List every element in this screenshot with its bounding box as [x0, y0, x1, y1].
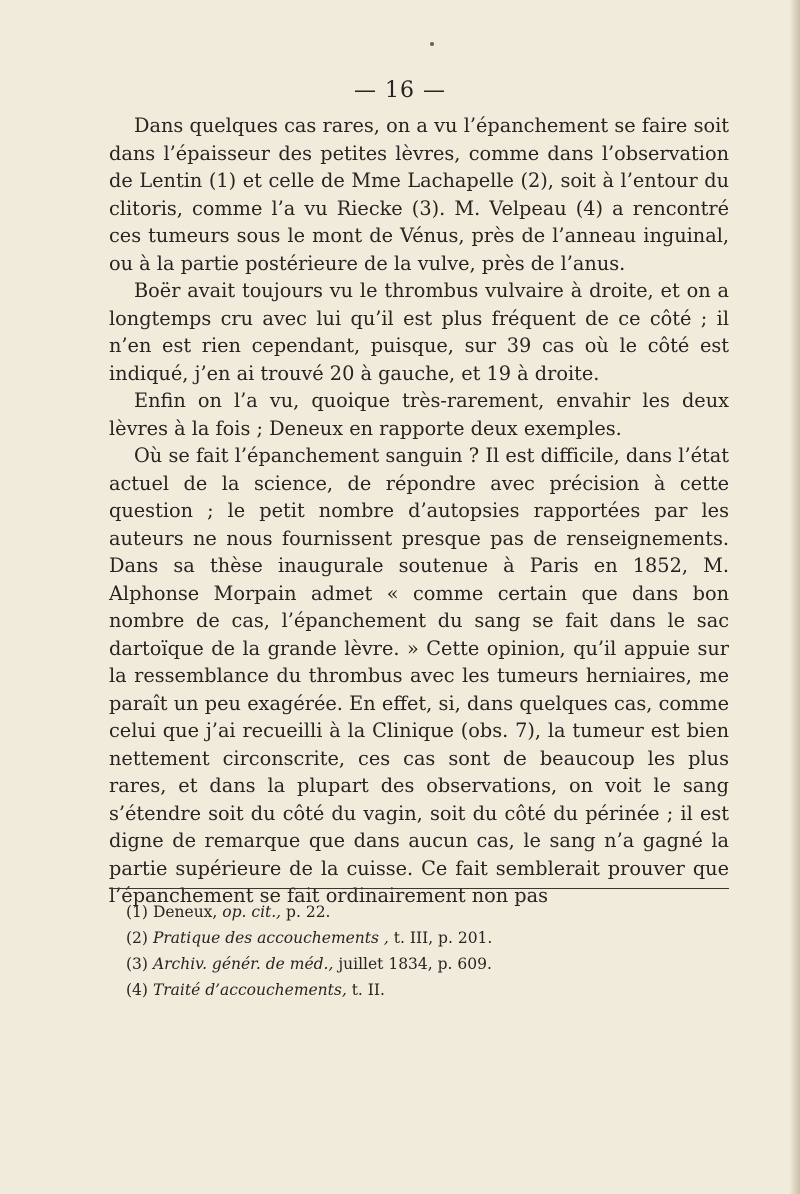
- footnote: [126, 899, 686, 925]
- ink-speck: [430, 42, 434, 46]
- paragraph: Où se fait l’épanchement sanguin ? Il est difficile, dans l’état actuel de la science, de répondre avec précision à cette question ; le petit nombre d’autopsies rapportées par les auteurs ne nous fournissent presque pas de renseignements. Dans sa thèse inaugurale soutenue à Paris en 1852, M. Alphonse Morpain admet « comme certain que dans bon nombre de cas, l’épanchement du sang se fait dans le sac dartoïque de la grande lèvre. » Cette opinion, qu’il appuie sur la ressemblance du thrombus avec les tumeurs herniaires, me paraît un peu exagérée. En effet, si, dans quelques cas, comme celui que j’ai recueilli à la Clinique (obs. 7), la tumeur est bien nettement circonscrite, ces cas sont de beaucoup les plus rares, et dans la plupart des observations, on voit le sang s’étendre soit du côté du vagin, soit du côté du périnée ; il est digne de remarque que dans aucun cas, le sang n’a gagné la partie supérieure de la cuisse. Ce fait semblerait prouver que l’épanchement se fait ordinairement non pas: [109, 444, 729, 907]
- footnote-ref: juillet 1834, p. 609.: [333, 955, 492, 973]
- paragraph: Boër avait toujours vu le thrombus vulvaire à droite, et on a longtemps cru avec lui qu’il est plus fréquent de ce côté ; il n’en est rien cependant, puisque, sur 39 cas où le côté est indiqué, j’en ai trouvé 20 à gauche, et 19 à droite.: [109, 279, 729, 385]
- footnote-title: op. cit.,: [222, 903, 282, 921]
- paragraph: Enfin on l’a vu, quoique très-rarement, envahir les deux lèvres à la fois ; Deneux en rapporte deux exemples.: [109, 389, 729, 440]
- footnote-title: Archiv. génér. de méd.,: [152, 955, 334, 973]
- footnote-title: Traité d’accouchements,: [152, 981, 347, 999]
- footnote: [126, 977, 686, 1003]
- footnote: [126, 951, 686, 977]
- footnote-ref: p. 22.: [281, 903, 331, 921]
- footnote-number: (4): [126, 981, 148, 999]
- footnote-ref: t. III, p. 201.: [388, 929, 493, 947]
- footnote-separator: [109, 888, 729, 889]
- paragraph: Dans quelques cas rares, on a vu l’épanchement se faire soit dans l’épaisseur des petites lèvres, comme dans l’observation de Lentin (1) et celle de Mme Lachapelle (2), soit à l’entour du clitoris, comme l’a vu Riecke (3). M. Velpeau (4) a rencontré ces tumeurs sous le mont de Vénus, près de l’anneau inguinal, ou à la partie postérieure de la vulve, près de l’anus.: [109, 114, 729, 275]
- footnote-ref: t. II.: [346, 981, 385, 999]
- footnote: [126, 925, 686, 951]
- page-edge-shadow: [790, 0, 800, 1194]
- page-number-header: — 16 —: [354, 78, 446, 103]
- footnote-text: Deneux,: [152, 903, 223, 921]
- footnote-number: (1): [126, 903, 148, 921]
- body-text: [109, 112, 729, 910]
- footnotes: [126, 899, 686, 1003]
- footnote-number: (2): [126, 929, 148, 947]
- footnote-title: Pratique des accouchements ,: [152, 929, 389, 947]
- footnote-number: (3): [126, 955, 148, 973]
